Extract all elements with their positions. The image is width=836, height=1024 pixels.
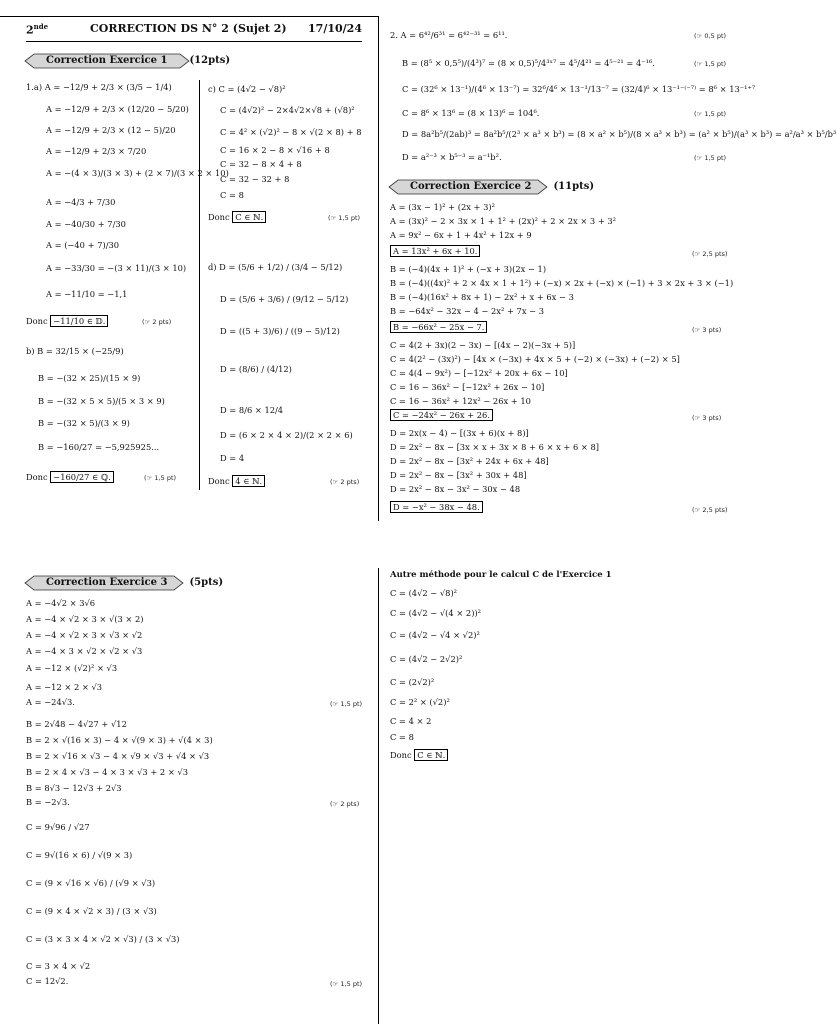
ex2-line: B = (−4)(16x² + 8x + 1) − 2x² + x + 6x − 3 [390,292,574,302]
ex1-d-line: D = 4 [220,453,245,463]
ex3-b-line: B = 2 × √(16 × 3) − 4 × √(9 × 3) + √(4 × 3) [26,735,213,745]
ex1-c-line: C = 32 − 8 × 4 + 8 [220,159,302,169]
ex3-c-line: C = 9√96 / √27 [26,822,90,832]
ex3-a-line: A = −12 × (√2)² × √3 [26,663,118,673]
ex3-c-line: C = 3 × 4 × √2 [26,961,91,971]
ex2-mark: (☞ 2,5 pts) [692,506,728,514]
ex3-mark: (☞ 1,5 pt) [330,700,363,708]
ex3-c-line: C = (9 × √16 × √6) / (√9 × √3) [26,878,156,888]
ex1-a-line: A = −12/9 + 2/3 × (12/20 − 5/20) [46,104,189,114]
ex3-b-line: B = 8√3 − 12√3 + 2√3 [26,783,122,793]
ex2-line: D = −x² − 38x − 48. [390,502,483,513]
alt-line: C = 8 [390,732,414,742]
ex1-a-line: A = −33/30 = −(3 × 11)/(3 × 10) [46,263,187,273]
ex3-mark: (☞ 2 pts) [330,800,360,808]
ex1-inner-divider [199,80,200,490]
alt-line: C = 4 × 2 [390,716,432,726]
ex1-a-mark: (☞ 2 pts) [142,318,172,326]
ex2-line: A = 9x² − 6x + 1 + 4x² + 12x + 9 [390,230,532,240]
ex2-line: B = (−4)((4x)² + 2 × 4x × 1 + 1²) + (−x) × 2x + (−x) × (−1) + 3 × 2x + 3 × (−1) [390,278,734,288]
ex3-c-line: C = (9 × 4 × √2 × 3) / (3 × √3) [26,906,157,916]
ex1-b-line: B = −(32 × 25)/(15 × 9) [38,373,141,383]
ex1-p2-mark: (☞ 0,5 pt) [694,32,727,40]
ex3-b-line: B = −2√3. [26,797,70,807]
ex1-d-conclusion: Donc 4 ∈ ℕ. [208,476,265,487]
ex1-b-line: B = −(32 × 5 × 5)/(5 × 3 × 9) [38,396,165,406]
ex1-p2-line: C = 8⁶ × 13⁶ = (8 × 13)⁶ = 104⁶. [402,108,540,118]
ex1-d-line: d) D = (5/6 + 1/2) / (3/4 − 5/12) [208,262,343,272]
ex2-line: C = 4(4 − 9x²) − [−12x² + 20x + 6x − 10] [390,368,568,378]
alt-line: C = (4√2 − √8)² [390,588,458,598]
ex1-a-line: A = −12/9 + 2/3 × 7/20 [46,146,147,156]
ex2-line: A = 13x² + 6x + 10. [390,246,480,257]
ex3-c-line: C = 9√(16 × 6) / √(9 × 3) [26,850,133,860]
ex2-heading [388,179,594,195]
alt-line: C = 2² × (√2)² [390,697,450,707]
alt-conclusion: Donc C ∈ ℕ. [390,750,448,761]
ex3-heading [24,575,223,591]
ex2-line: D = 2x(x − 4) − [(3x + 6)(x + 8)] [390,428,529,438]
ex1-b-line: B = −160/27 = −5,925925... [38,442,160,452]
ex3-a-line: A = −4 × 3 × √2 × √2 × √3 [26,646,143,656]
ex1-a-line: 1.a) A = −12/9 + 2/3 × (3/5 − 1/4) [26,82,172,92]
ex1-p2-line: C = (32⁶ × 13⁻¹)/(4⁶ × 13⁻⁷) = 32⁶/4⁶ × 13⁻¹/13⁻⁷ = (32/4)⁶ × 13⁻¹⁻⁽⁻⁷⁾ = 8⁶ × 13⁻¹⁺⁷ [402,84,756,94]
ex3-a-line: A = −12 × 2 × √3 [26,682,103,692]
ex1-c-line: C = 32 − 32 + 8 [220,174,290,184]
ex2-line: A = (3x − 1)² + (2x + 3)² [390,202,495,212]
class-level: 2nde [26,22,49,37]
ex1-d-line: D = (5/6 + 3/6) / (9/12 − 5/12) [220,294,349,304]
alt-method-title: Autre méthode pour le calcul C de l'Exercice 1 [390,570,612,580]
alt-line: C = (4√2 − √4 × √2)² [390,630,480,640]
ex3-c-line: C = 12√2. [26,976,69,986]
ex3-a-line: A = −24√3. [26,697,75,707]
ex3-b-line: B = 2 × 4 × √3 − 4 × 3 × √3 + 2 × √3 [26,767,188,777]
column-divider-top [378,16,379,521]
ex1-p2-mark: (☞ 1,5 pt) [694,60,727,68]
ex1-p2-mark: (☞ 1,5 pt) [694,154,727,162]
ex1-a-line: A = −12/9 + 2/3 × (12 − 5)/20 [46,125,176,135]
ex1-b-line: b) B = 32/15 × (−25/9) [26,346,124,356]
ex2-line: C = −24x² − 26x + 26. [390,410,493,421]
ex1-c-line: C = 16 × 2 − 8 × √16 + 8 [220,145,330,155]
ex1-d-line: D = (8/6) / (4/12) [220,364,292,374]
ex2-line: B = −64x² − 32x − 4 − 2x² + 7x − 3 [390,306,545,316]
ex1-a-line: A = −40/30 + 7/30 [46,219,126,229]
ex1-d-line: D = 8/6 × 12/4 [220,405,284,415]
ex3-b-line: B = 2 × √16 × √3 − 4 × √9 × √3 + √4 × √3 [26,751,210,761]
ex1-p2-mark: (☞ 1,5 pt) [694,110,727,118]
ex1-p2-line: B = (8⁵ × 0,5⁵)/(4³)⁷ = (8 × 0,5)⁵/4³ˣ⁷ = 4⁵/4²¹ = 4⁵⁻²¹ = 4⁻¹⁶. [402,58,655,68]
ex1-a-conclusion: Donc −11/10 ∈ 𝔻. [26,316,108,327]
ex2-mark: (☞ 2,5 pts) [692,250,728,258]
ex3-mark: (☞ 1,5 pt) [330,980,363,988]
ex3-points: (5pts) [189,577,224,588]
ex1-heading [24,53,230,69]
ex2-line: C = 4(2² − (3x)²) − [4x × (−3x) + 4x × 5 + (−2) × (−3x) + (−2) × 5] [390,354,680,364]
ex1-b-mark: (☞ 1,5 pt) [144,474,177,482]
ex3-a-line: A = −4√2 × 3√6 [26,598,96,608]
alt-line: C = (4√2 − 2√2)² [390,654,463,664]
ex1-d-line: D = ((5 + 3)/6) / ((9 − 5)/12) [220,326,340,336]
alt-line: C = (2√2)² [390,677,435,687]
ex2-ribbon: Correction Exercice 2 [388,179,549,195]
ex1-p2-line: D = a²⁻³ × b⁵⁻³ = a⁻¹b². [402,152,502,162]
ex1-d-mark: (☞ 2 pts) [330,478,360,486]
ex1-a-line: A = (−40 + 7)/30 [46,240,120,250]
ex1-c-line: C = 4² × (√2)² − 8 × √(2 × 8) + 8 [220,127,362,137]
header-underline [26,41,362,42]
ex2-line: C = 4(2 + 3x)(2 − 3x) − [(4x − 2)(−3x + 5)] [390,340,576,350]
ex1-c-conclusion: Donc C ∈ ℕ. [208,212,266,223]
ex1-c-line: C = (4√2)² − 2×4√2×√8 + (√8)² [220,105,355,115]
ex1-a-line: A = −(4 × 3)/(3 × 3) + (2 × 7)/(3 × 2 × 10) [46,168,229,178]
ex2-line: C = 16 − 36x² − [−12x² + 26x − 10] [390,382,545,392]
ex2-mark: (☞ 3 pts) [692,414,722,422]
document-title: CORRECTION DS N° 2 (Sujet 2) [90,22,287,35]
ex2-mark: (☞ 3 pts) [692,326,722,334]
ex1-a-line: A = −4/3 + 7/30 [46,197,116,207]
ex1-points: (12pts) [189,55,231,66]
ex3-ribbon: Correction Exercice 3 [24,575,185,591]
ex1-c-line: C = 8 [220,190,244,200]
ex3-b-line: B = 2√48 − 4√27 + √12 [26,719,127,729]
ex3-a-line: A = −4 × √2 × 3 × √3 × √2 [26,630,143,640]
ex1-b-line: B = −(32 × 5)/(3 × 9) [38,418,130,428]
ex1-b-conclusion: Donc −160/27 ∈ ℚ. [26,472,114,483]
document-date: 17/10/24 [308,22,362,35]
alt-line: C = (4√2 − √(4 × 2))² [390,608,481,618]
ex1-ribbon: Correction Exercice 1 [24,53,185,69]
ex2-line: B = (−4)(4x + 1)² + (−x + 3)(2x − 1) [390,264,547,274]
document-header [26,22,362,40]
ex2-line: D = 2x² − 8x − [3x² + 24x + 6x + 48] [390,456,549,466]
ex2-line: A = (3x)² − 2 × 3x × 1 + 1² + (2x)² + 2 × 2x × 3 + 3² [390,216,617,226]
ex3-c-line: C = (3 × 3 × 4 × √2 × √3) / (3 × √3) [26,934,180,944]
ex2-points: (11pts) [553,181,595,192]
ex2-line: C = 16 − 36x² + 12x² − 26x + 10 [390,396,531,406]
ex1-p2-line: D = 8a²b⁵/(2ab)³ = 8a²b⁵/(2³ × a³ × b³) = (8 × a² × b⁵)/(8 × a³ × b³) = (a² × b⁵)/(a³ × b³) = a²/a³ × b⁵/b³ [402,129,836,139]
ex1-c-mark: (☞ 1,5 pt) [328,214,361,222]
ex2-line: D = 2x² − 8x − [3x² + 30x + 48] [390,470,527,480]
ex2-line: D = 2x² − 8x − 3x² − 30x − 48 [390,484,521,494]
ex1-p2-line: 2. A = 6⁴²/6³¹ = 6⁴²⁻³¹ = 6¹¹. [390,30,508,40]
ex1-d-line: D = (6 × 2 × 4 × 2)/(2 × 2 × 6) [220,430,353,440]
ex2-line: B = −66x² − 25x − 7. [390,322,487,333]
ex2-line: D = 2x² − 8x − [3x × x + 3x × 8 + 6 × x + 6 × 8] [390,442,600,452]
ex1-c-line: c) C = (4√2 − √8)² [208,84,286,94]
ex1-a-line: A = −11/10 = −1,1 [46,289,128,299]
column-divider-bottom [378,568,379,1024]
ex3-a-line: A = −4 × √2 × 3 × √(3 × 2) [26,614,144,624]
header-rule [0,16,378,17]
